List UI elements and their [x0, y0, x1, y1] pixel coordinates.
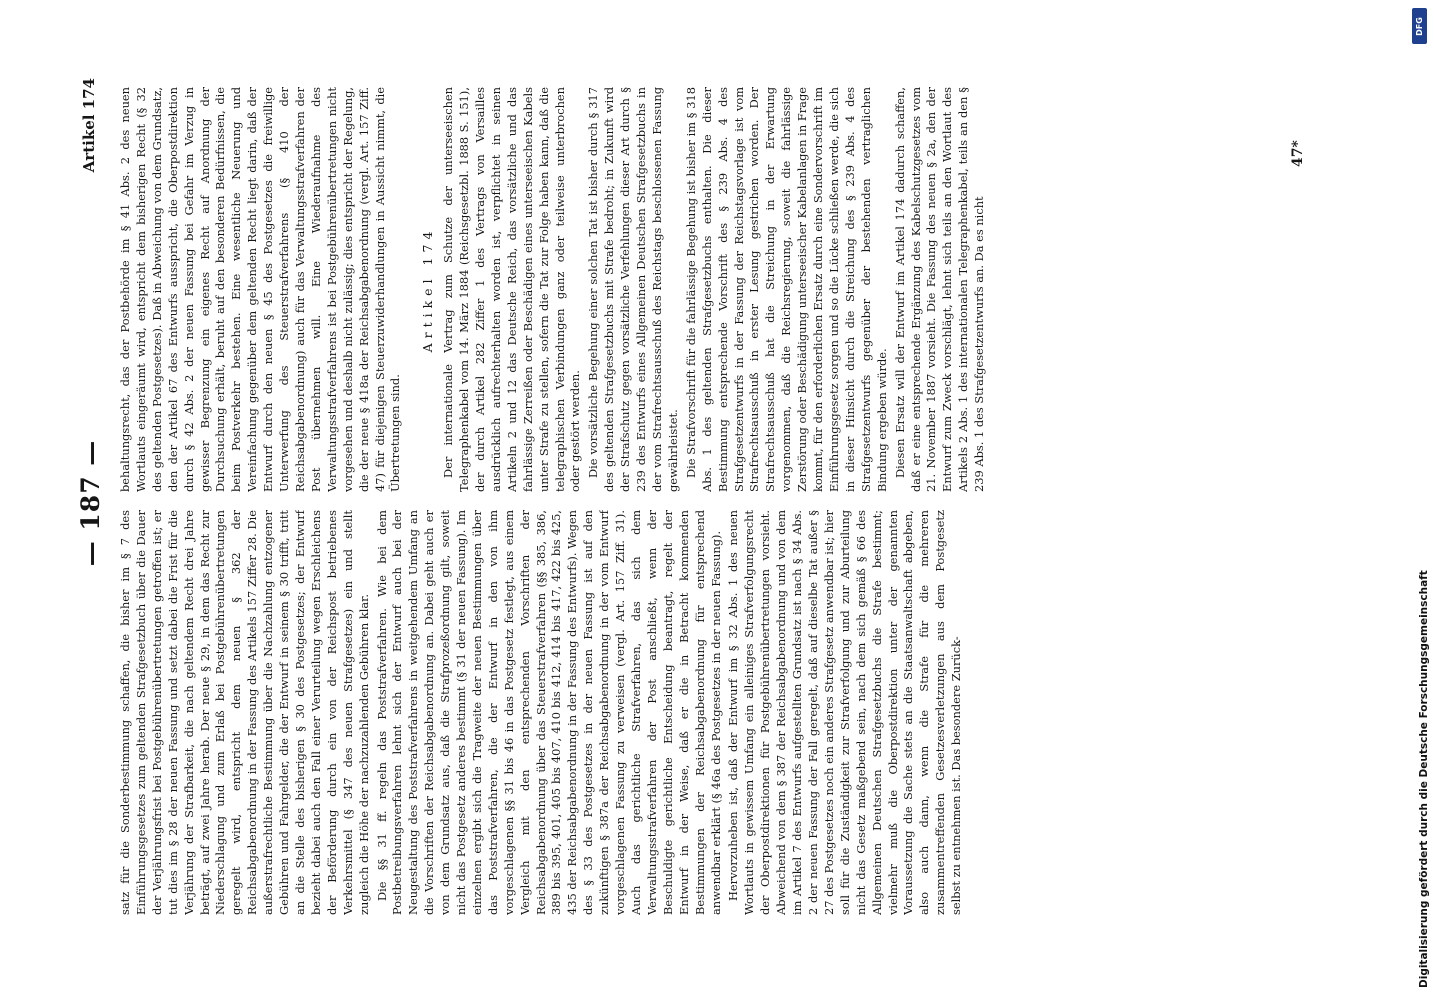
dfg-logo-text: DFG [1415, 16, 1425, 36]
right-column [118, 87, 1258, 492]
right-paragraph: Diesen Ersatz will der Entwurf im Artikel 174 dadurch schaffen, daß er eine entsprechende Ergänzung des Kabelschutzgesetzes vom 21. November 1887 vorsieht. Die Fassung des neuen § 2a, den der Entwurf zum Zweck vorschlägt, lehnt sich teils an den Wortlaut des Artikels 2 Abs. 1 des internationalen Telegraphenkabel, teils an den § 239 Abs. 1 des Strafgesetzentwurfs an. Da es nicht [892, 87, 987, 492]
signature-mark: 47* [1290, 140, 1306, 167]
running-head: Artikel 174 [80, 78, 98, 173]
right-paragraph: Die Strafvorschrift für die fahrlässige Begehung ist bisher im § 318 Abs. 1 des geltenden Strafgesetzbuchs enthalten. Die dieser Bestimmung entsprechende Vorschrift des § 239 Abs. 4 des Strafgesetzentwurfs in der Fassung der Reichstagsvorlage ist vom Strafrechtsausschuß in erster Lesung gestrichen worden. Der Strafrechtsausschuß hat die Streichung in der Erwartung vorgenommen, daß die Reichsregierung, soweit die fahrlässige Zerstörung oder Beschädigung unterseeischer Kabelanlagen in Frage kommt, für den erforderlichen Ersatz durch eine Sondervorschrift im Einführungsgesetz sorgen und so die Lücke schließen werde, die sich in dieser Hinsicht durch die Streichung des § 239 Abs. 4 des Strafgesetzentwurfs gegenüber der bestehenden vertraglichen Bindung ergeben würde. [683, 87, 889, 492]
right-paragraph: Die vorsätzliche Begehung einer solchen Tat ist bisher durch § 317 des geltenden Strafgesetzbuchs mit Strafe bedroht; in Zukunft wird der Strafschutz gegen vorsätzliche Verfehlungen dieser Art durch § 239 des Entwurfs eines Allgemeinen Deutschen Strafgesetzbuchs in der vom Strafrechtsausschuß des Reichstags beschlossenen Fassung gewährleistet. [586, 87, 680, 492]
left-column [118, 510, 1258, 915]
page-header [76, 78, 112, 928]
digitization-note: Digitalisierung gefördert durch die Deutsche Forschungsgemeinschaft [1418, 570, 1430, 988]
right-paragraph: behaltungsrecht, das der Postbehörde im § 41 Abs. 2 des neuen Wortlauts eingeräumt wird, entspricht dem bisherigen Recht (§ 32 des geltenden Postgesetzes). Daß in Abweichung von dem Grundsatz, den der Artikel 67 des Entwurfs ausspricht, die Oberpostdirektion durch § 42 Abs. 2 der neuen Fassung bei Gefahr im Verzug in gewisser Begrenzung ein eigenes Recht auf Anordnung der Durchsuchung erhält, beruht auf den besonderen Bedürfnissen, die beim Postverkehr bestehen. Eine wesentliche Neuerung und Vereinfachung gegenüber dem geltenden Recht liegt darin, daß der Entwurf durch den neuen § 45 des Postgesetzes die freiwillige Unterwerfung des Steuerstrafverfahrens (§ 410 der Reichsabgabenordnung) auch für das Verwaltungsstrafverfahren der Post übernehmen will. Eine Wiederaufnahme des Verwaltungsstrafverfahrens ist bei Postgebührenübertretungen nicht vorgesehen und deshalb nicht zulässig; dies entspricht der Regelung, die der neue § 418a der Reichsabgabenordnung (vergl. Art. 157 Ziff. 47) für diejenigen Steuerzuwiderhandlungen in Aussicht nimmt, die Übertretungen sind. [118, 87, 403, 492]
article-heading: Artikel 174 [420, 226, 436, 353]
right-paragraph: Der internationale Vertrag zum Schutze der unterseeischen Telegraphenkabel vom 14. März 1884 (Reichsgesetzbl. 1888 S. 151), der durch Artikel 282 Ziffer 1 des Vertrags von Versailles ausdrücklich aufrechterhalten worden ist, verpflichtet in seinen Artikeln 2 und 12 das Deutsche Reich, das vorsätzliche und das fahrlässige Zerreißen oder Beschädigen eines unterseeischen Kabels unter Strafe zu stellen, sofern die Tat zur Folge haben kann, daß die telegraphischen Verbindungen ganz oder teilweise unterbrochen oder gestört werden. [441, 87, 583, 492]
digitization-strip [1404, 0, 1434, 1000]
page-number: — 187 — [76, 439, 105, 567]
left-paragraph: satz für die Sonderbestimmung schaffen, die bisher im § 7 des Einführungsgesetzes zum geltenden Strafgesetzbuch über die Dauer der Verjährungsfrist bei Postgebührenübertretungen getroffen ist; er tut dies im § 28 der neuen Fassung und setzt dabei die Frist für die Verjährung der Strafbarkeit, die nach geltendem Recht drei Jahre beträgt, auf zwei Jahre herab. Der neue § 29, in dem das Recht zur Niederschlagung und zum Erlaß bei Postgebührenübertretungen geregelt wird, entspricht dem neuen § 362 der Reichsabgabenordnung in der Fassung des Artikels 157 Ziffer 28. Die außerstrafrechtliche Bestimmung über die Nachzahlung entzogener Gebühren und Fahrgelder, die der Entwurf in seinem § 30 trifft, tritt an die Stelle des bisherigen § 30 des Postgesetzes; der Entwurf bezieht dabei auch den Fall einer Verurteilung wegen Erschleichens der Beförderung durch ein von der Reichspost betriebenes Verkehrsmittel (§ 347 des neuen Strafgesetzes) ein und stellt zugleich die Höhe der nachzuzahlenden Gebühren klar. [118, 510, 371, 915]
left-paragraph: Die §§ 31 ff. regeln das Poststrafverfahren. Wie bei dem Postbetreibungsverfahren lehnt sich der Entwurf auch bei der Neugestaltung des Poststrafverfahrens in weitgehendem Umfang an die Vorschriften der Reichsabgabenordnung an. Dabei geht auch er von dem Grundsatz aus, daß die Strafprozeßordnung gilt, soweit nicht das Postgesetz anderes bestimmt (§ 31 der neuen Fassung). Im einzelnen ergibt sich die Tragweite der neuen Bestimmungen über das Poststrafverfahren, die der Entwurf in den von ihm vorgeschlagenen §§ 31 bis 46 in das Postgesetz festlegt, aus einem Vergleich mit den entsprechenden Vorschriften der Reichsabgabenordnung über das Steuerstrafverfahren (§§ 385, 386, 389 bis 395, 401, 405 bis 407, 410 bis 412, 414 bis 417, 422 bis 425, 435 der Reichsabgabenordnung in der Fassung des Entwurfs). Wegen des § 33 des Postgesetzes in der neuen Fassung ist auf den zukünftigen § 387a der Reichsabgabenordnung in der vom Entwurf vorgeschlagenen Fassung zu verweisen (vergl. Art. 157 Ziff. 31). Auch das gerichtliche Strafverfahren, das sich dem Verwaltungsstrafverfahren der Post anschließt, wenn der Beschuldigte gerichtliche Entscheidung beantragt, regelt der Entwurf in der Weise, daß er die in Betracht kommenden Bestimmungen der Reichsabgabenordnung für entsprechend anwendbar erklärt (§ 46a des Postgesetzes in der neuen Fassung). [374, 510, 723, 915]
dfg-logo [1412, 8, 1427, 44]
left-paragraph: Hervorzuheben ist, daß der Entwurf im § 32 Abs. 1 des neuen Wortlauts in gewissem Umfang ein alleiniges Strafverfolgungsrecht der Oberpostdirektionen für Postgebührenübertretungen vorsieht. Abweichend von dem § 387 der Reichsabgabenordnung und von dem im Artikel 7 des Entwurfs aufgestellten Grundsatz ist nach § 34 Abs. 2 der neuen Fassung der Fall geregelt, daß auf dieselbe Tat außer § 27 des Postgesetzes noch ein anderes Strafgesetz anwendbar ist; hier soll für die Zuständigkeit zur Strafverfolgung und zur Aburteilung nicht das Gesetz maßgebend sein, nach dem sich gemäß § 66 des Allgemeinen Deutschen Strafgesetzbuchs die Strafe bestimmt; vielmehr muß die Oberpostdirektion unter der genannten Voraussetzung die Sache stets an die Staatsanwaltschaft abgeben, also auch dann, wenn die Strafe für die mehreren zusammentreffenden Gesetzesverletzungen aus dem Postgesetz selbst zu entnehmen ist. Das besondere Zurück- [726, 510, 964, 915]
